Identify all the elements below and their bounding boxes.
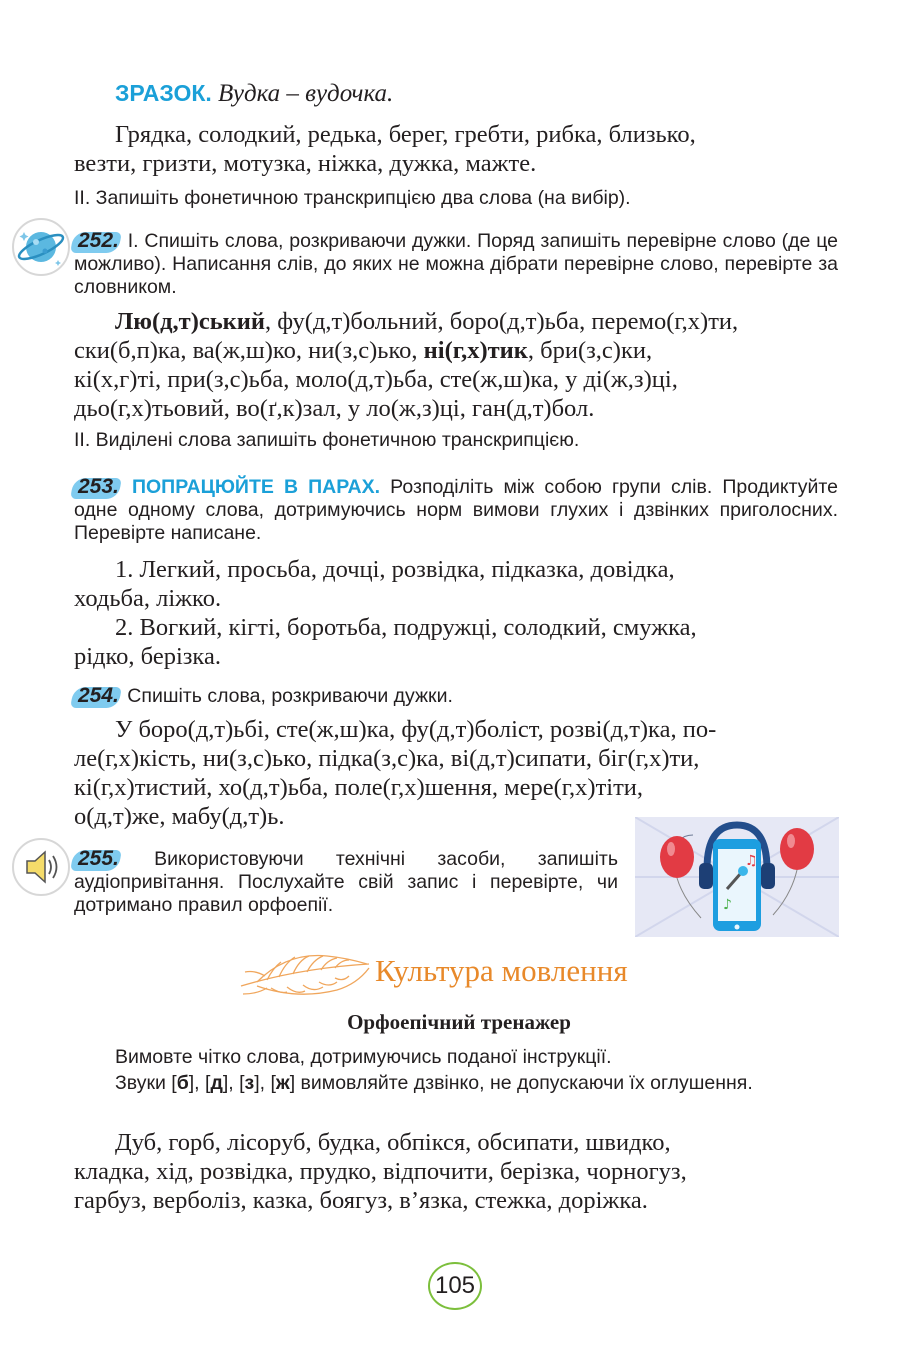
ex251-line2: везти, гризти, мотузка, ніжка, дужка, мажте. [74,150,537,177]
ex252-task [74,229,838,299]
phone-music-illustration [635,817,839,937]
ex252-task2: ІІ. Виділені слова запишіть фонетичною транскрипцією. [74,429,580,451]
ex253-groups [74,555,838,671]
speaker-icon [12,838,70,896]
ex253-task [74,475,838,545]
sound-z: з [244,1072,255,1094]
ex254-line4: о(д,т)же, мабу(д,т)ь. [74,803,285,830]
ex253-number: 253. [74,475,122,498]
ex254-line3: кі(г,х)тистий, хо(д,т)ьба, поле(г,х)шення, мере(г,х)тіти, [74,774,644,801]
ex252-line3: кі(х,г)ті, при(з,с)ьба, моло(д,т)ьба, сте(ж,ш)ка, у ді(ж,з)ці, [74,366,678,393]
ex253-group2b: рідко, берізка. [74,643,221,670]
trainer-line3: гарбуз, верболіз, казка, боягуз, в’язка, стежка, доріжка. [74,1187,648,1214]
ex252-line4: дьо(г,х)тьовий, во(ґ,к)зал, у ло(ж,з)ці, ган(д,т)бол. [74,395,595,422]
ex254-task-text: Спишіть слова, розкриваючи дужки. [127,685,453,707]
sample-label: ЗРАЗОК. [115,80,212,106]
ex253-task-text: Розподіліть між собою групи слів. Продиктуйте одне одному слова, дотримуючись норм вимови глухих і дзвінких приголосних. Перевірте написане. [74,476,838,544]
svg-text:♪: ♪ [723,897,732,913]
ex252-line1: Лю(д,т)ський, фу(д,т)больний, боро(д,т)ьба, перемо(г,х)ти, [115,308,739,335]
trainer-p1: Вимовте чітко слова, дотримуючись поданої інструкції. [115,1046,612,1068]
culture-subheading: Орфоепічний тренажер [347,1010,571,1034]
ex253-group1a: 1. Легкий, просьба, дочці, розвідка, підказка, довідка, [115,556,675,583]
sample-line [115,80,393,108]
ex253-label: ПОПРАЦЮЙТЕ В ПАРАХ. [132,476,381,498]
sample-example: Вудка – вудочка. [218,80,394,107]
planet-icon [12,218,70,276]
ex255-task-text: Використовуючи технічні засоби, запишіть аудіопривітання. Послухайте свій запис і перевірте, чи дотримано правил орфоепії. [74,848,618,916]
ex252-line2: ски(б,п)ка, ва(ж,ш)ко, ни(з,с)ько, ні(г,х)тик, бри(з,с)ки, [74,337,653,364]
ex252-highlight-word2: ні(г,х)тик [423,337,528,364]
ex252-highlight-word: Лю(д,т)ський [115,308,266,335]
sound-b: б [176,1072,189,1094]
trainer-line1: Дуб, горб, лісоруб, будка, обпікся, обсипати, швидко, [115,1129,671,1156]
ex254-number: 254. [74,684,122,707]
ex252-number: 252. [74,229,122,252]
ex253-group2a: 2. Вогкий, кігті, боротьба, подружці, солодкий, смужка, [115,614,697,641]
trainer-words [74,1128,838,1215]
ex251-words [74,120,838,178]
page-number: 105 [428,1262,482,1310]
ex253-group1b: ходьба, ліжко. [74,585,222,612]
ex254-words [74,715,838,831]
ex255-task [74,847,618,917]
trainer-line2: кладка, хід, розвідка, прудко, відпочити, берізка, чорногуз, [74,1158,687,1185]
culture-heading: Культура мовлення [375,953,628,988]
ex255-number: 255. [74,847,122,870]
feather-ornament-icon [237,946,372,1002]
sound-d: д [210,1072,223,1094]
ex251-line1: Грядка, солодкий, редька, берег, гребти, рибка, близько, [115,121,696,148]
ex254-task [74,684,838,708]
ex251-task2: ІІ. Запишіть фонетичною транскрипцією два слова (на вибір). [74,187,631,209]
ex252-words [74,307,838,423]
ex254-line1: У боро(д,т)ьбі, сте(ж,ш)ка, фу(д,т)боліст, розві(д,т)ка, по- [115,716,717,743]
trainer-p2: Звуки [б], [д], [з], [ж] вимовляйте дзвінко, не допускаючи їх оглушення. [115,1072,753,1094]
svg-text:♫: ♫ [745,853,758,869]
ex254-line2: ле(г,х)кість, ни(з,с)ько, підка(з,с)ка, ві(д,т)сипати, біг(г,х)ти, [74,745,700,772]
ex252-task-text: І. Спишіть слова, розкриваючи дужки. Поряд запишіть перевірне слово (де це можливо). Написання слів, до яких не можна дібрати перевірне слово, перевірте за словником. [74,230,838,298]
sound-zh: ж [275,1072,290,1094]
